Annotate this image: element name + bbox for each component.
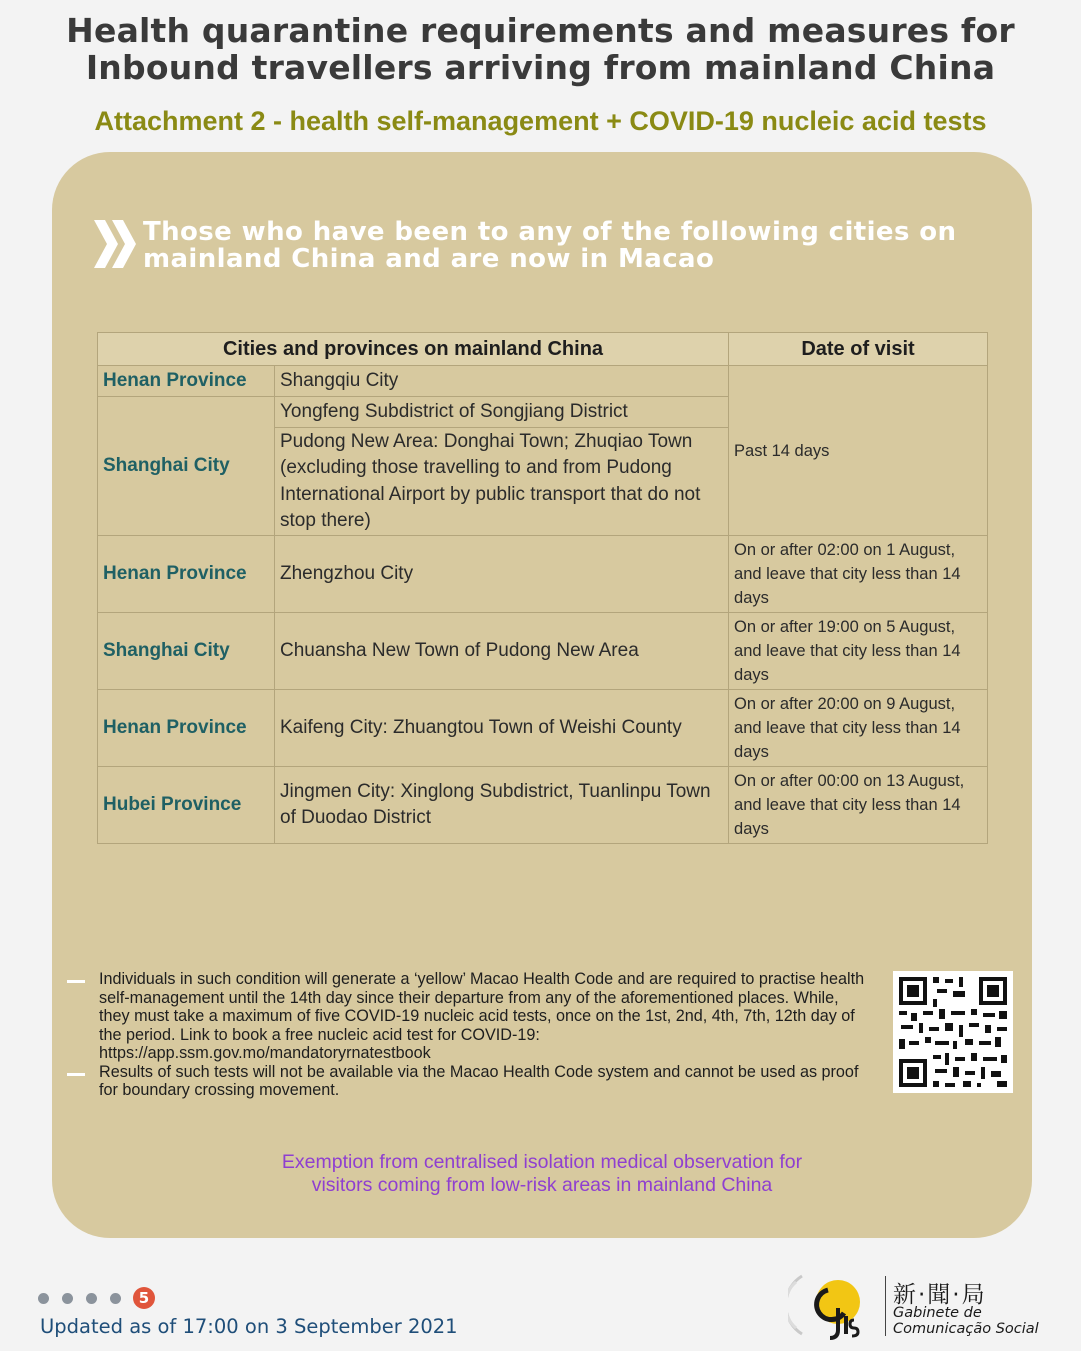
province-cell: Shanghai City: [98, 397, 275, 536]
qr-code[interactable]: [893, 971, 1013, 1093]
table-row: [98, 613, 988, 690]
page-dot-2[interactable]: [62, 1293, 73, 1304]
table-row: [98, 690, 988, 767]
cities-table: [97, 332, 988, 844]
city-cell: Zhengzhou City: [275, 536, 729, 613]
dash-bullet-icon: [67, 1073, 85, 1076]
exemption-line-2: visitors coming from low-risk areas in mainland China: [311, 1173, 773, 1196]
heading-line-1: Those who have been to any of the following cities on: [143, 217, 957, 247]
province-cell: Henan Province: [98, 690, 275, 767]
table-row: [98, 536, 988, 613]
logo-pt-line-1: Gabinete de: [893, 1305, 982, 1321]
city-cell: Shangqiu City: [275, 366, 729, 397]
date-cell: On or after 19:00 on 5 August, and leave that city less than 14 days: [729, 613, 988, 690]
province-cell: Hubei Province: [98, 767, 275, 844]
dash-bullet-icon: [67, 980, 85, 983]
date-cell: On or after 02:00 on 1 August, and leave that city less than 14 days: [729, 536, 988, 613]
current-page-badge: 5: [133, 1287, 155, 1309]
province-cell: Henan Province: [98, 366, 275, 397]
exemption-line-1: Exemption from centralised isolation medical observation for: [281, 1151, 803, 1173]
date-cell: Past 14 days: [729, 366, 988, 536]
title-line-2: Inbound travellers arriving from mainland China: [85, 48, 996, 87]
column-header-cities: Cities and provinces on mainland China: [98, 333, 729, 366]
table-row: [98, 767, 988, 844]
heading-line-2: mainland China and are now in Macao: [143, 244, 715, 274]
double-chevron-icon: [92, 218, 140, 270]
date-cell: On or after 00:00 on 13 August, and leave that city less than 14 days: [729, 767, 988, 844]
updated-timestamp: Updated as of 17:00 on 3 September 2021: [40, 1315, 458, 1338]
city-cell: Chuansha New Town of Pudong New Area: [275, 613, 729, 690]
page-dot-4[interactable]: [110, 1293, 121, 1304]
note-text: Results of such tests will not be available via the Macao Health Code system and cannot be used as proof for boundary crossing movement.: [99, 1062, 859, 1099]
page-dot-3[interactable]: [86, 1293, 97, 1304]
note-item: [67, 970, 867, 1063]
page-dot-1[interactable]: [38, 1293, 49, 1304]
gcs-logo-icon: [788, 1268, 878, 1343]
logo-chinese-text: 新·聞·局: [893, 1282, 987, 1308]
title-line-1: Health quarantine requirements and measures for: [66, 11, 1015, 50]
note-text: Individuals in such condition will generate a ‘yellow’ Macao Health Code and are required to practise health self-management until the 14th day since their departure from any of the aforementioned places. While, they must take a maximum of five COVID-19 nucleic acid tests, once on the 1st, 2nd, 4th, 7th, 12th day of the period. Link to book a free nucleic acid test for COVID-19: https://app.ssm.gov.mo/mandatoryrnatestbook: [99, 970, 865, 1062]
city-cell: Jingmen City: Xinglong Subdistrict, Tuanlinpu Town of Duodao District: [275, 767, 729, 844]
table-header-row: [98, 333, 988, 366]
city-cell: Yongfeng Subdistrict of Songjiang District: [275, 397, 729, 428]
note-item: [67, 1063, 867, 1100]
province-cell: Henan Province: [98, 536, 275, 613]
logo-divider: [885, 1276, 886, 1336]
city-cell: Pudong New Area: Donghai Town; Zhuqiao Town (excluding those travelling to and from Pudong International Airport by public transport that do not stop there): [275, 428, 729, 536]
logo-portuguese-text: [893, 1305, 1039, 1337]
notes-list: [67, 970, 867, 1100]
table-row: [98, 366, 988, 397]
province-cell: Shanghai City: [98, 613, 275, 690]
logo-pt-line-2: Comunicação Social: [893, 1321, 1039, 1337]
section-heading: [143, 219, 1003, 273]
date-cell: On or after 20:00 on 9 August, and leave that city less than 14 days: [729, 690, 988, 767]
page-title: [0, 12, 1081, 86]
column-header-date: Date of visit: [729, 333, 988, 366]
city-cell: Kaifeng City: Zhuangtou Town of Weishi County: [275, 690, 729, 767]
page-subtitle: Attachment 2 - health self-management + COVID-19 nucleic acid tests: [94, 106, 987, 136]
exemption-link[interactable]: [52, 1151, 1032, 1196]
